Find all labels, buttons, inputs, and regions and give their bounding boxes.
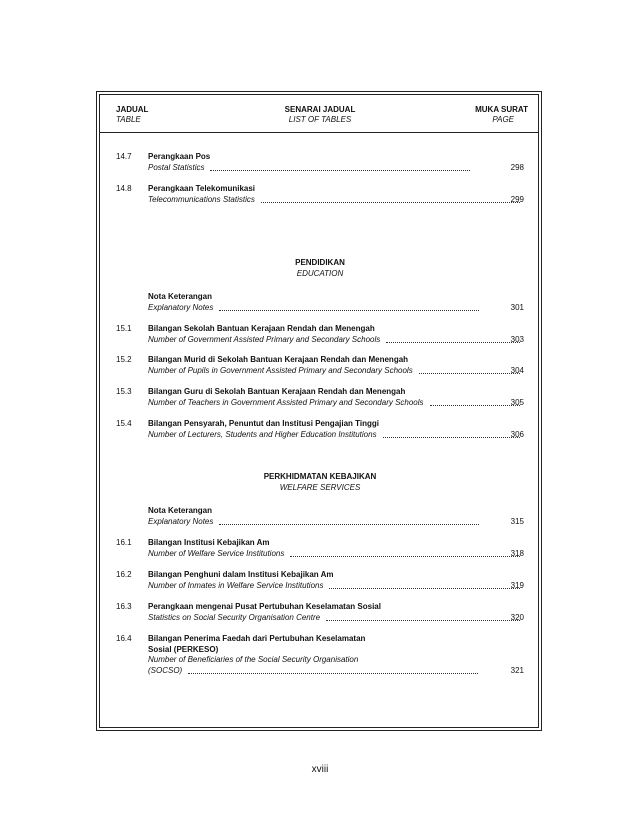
entry-number: 15.3 xyxy=(116,387,132,396)
header-list-en: LIST OF TABLES xyxy=(288,115,352,124)
entry-page: 306 xyxy=(510,429,524,439)
entry-page: 303 xyxy=(510,334,524,344)
header-divider xyxy=(99,132,539,133)
entry-title-en: Number of Teachers in Government Assisted Primary and Secondary Schools xyxy=(148,397,424,407)
entry-title-en-line2: (SOCSO) xyxy=(148,665,183,675)
entry-title-ms: Nota Keterangan xyxy=(148,292,213,301)
leader-dots xyxy=(210,170,470,171)
leader-dots xyxy=(430,405,520,406)
entry-title-en-line1: Number of Beneficiaries of the Social Security Organisation xyxy=(148,655,359,664)
page-number: xviii xyxy=(311,764,329,775)
entry-title-en: Number of Government Assisted Primary and Secondary Schools xyxy=(148,334,381,344)
header-list-ms: SENARAI JADUAL xyxy=(284,105,356,114)
entry-title-en: Postal Statistics xyxy=(148,162,205,172)
entry-title-en: Number of Inmates in Welfare Service Institutions xyxy=(148,580,324,590)
section-title-en: EDUCATION xyxy=(296,269,344,278)
entry-title-ms: Bilangan Pensyarah, Penuntut dan Institusi Pengajian Tinggi xyxy=(148,419,379,428)
leader-dots xyxy=(386,342,520,343)
entry-page: 301 xyxy=(510,302,524,312)
section-title-ms: PERKHIDMATAN KEBAJIKAN xyxy=(263,472,377,481)
toc-entry-15-4[interactable] xyxy=(116,419,524,440)
leader-dots xyxy=(383,437,520,438)
section-heading-welfare xyxy=(220,471,420,493)
leader-dots xyxy=(188,673,478,674)
header-table-column xyxy=(116,105,148,125)
entry-title-ms: Perangkaan mengenai Pusat Pertubuhan Keselamatan Sosial xyxy=(148,602,381,611)
toc-entry-education-notes[interactable] xyxy=(116,292,524,313)
entry-title-en: Number of Pupils in Government Assisted Primary and Secondary Schools xyxy=(148,365,413,375)
leader-dots xyxy=(419,373,520,374)
entry-page: 305 xyxy=(510,397,524,407)
toc-entry-16-1[interactable] xyxy=(116,538,524,559)
entry-title-ms: Perangkaan Telekomunikasi xyxy=(148,184,256,193)
header-table-en: TABLE xyxy=(116,115,141,124)
leader-dots xyxy=(326,620,520,621)
toc-entry-14-7[interactable] xyxy=(116,152,524,173)
section-title-ms: PENDIDIKAN xyxy=(295,258,345,267)
entry-title-ms: Nota Keterangan xyxy=(148,506,213,515)
entry-page: 299 xyxy=(510,194,524,204)
leader-dots xyxy=(290,556,520,557)
toc-entry-welfare-notes[interactable] xyxy=(116,506,524,527)
entry-title-en: Statistics on Social Security Organisation Centre xyxy=(148,612,321,622)
entry-title-ms: Bilangan Guru di Sekolah Bantuan Kerajaan Rendah dan Menengah xyxy=(148,387,406,396)
entry-title-ms: Bilangan Murid di Sekolah Bantuan Kerajaan Rendah dan Menengah xyxy=(148,355,409,364)
entry-number: 15.2 xyxy=(116,355,132,364)
leader-dots xyxy=(261,202,520,203)
entry-title-ms: Bilangan Sekolah Bantuan Kerajaan Rendah dan Menengah xyxy=(148,324,375,333)
toc-entry-14-8[interactable] xyxy=(116,184,524,205)
entry-title-en: Explanatory Notes xyxy=(148,302,214,312)
entry-title-ms: Bilangan Penghuni dalam Institusi Kebajikan Am xyxy=(148,570,334,579)
entry-page: 321 xyxy=(510,665,524,675)
entry-title-en: Telecommunications Statistics xyxy=(148,194,255,204)
entry-page: 319 xyxy=(510,580,524,590)
leader-dots xyxy=(329,588,520,589)
toc-entry-16-4[interactable] xyxy=(116,634,524,676)
entry-title-ms: Bilangan Institusi Kebajikan Am xyxy=(148,538,270,547)
toc-entry-15-1[interactable] xyxy=(116,324,524,345)
entry-page: 304 xyxy=(510,365,524,375)
entry-page: 315 xyxy=(510,516,524,526)
entry-number: 14.7 xyxy=(116,152,132,161)
entry-page: 320 xyxy=(510,612,524,622)
toc-entry-16-2[interactable] xyxy=(116,570,524,591)
toc-entry-15-2[interactable] xyxy=(116,355,524,376)
entry-title-ms-line1: Bilangan Penerima Faedah dari Pertubuhan Keselamatan xyxy=(148,634,366,643)
header-table-ms: JADUAL xyxy=(116,105,149,114)
leader-dots xyxy=(219,310,479,311)
entry-number: 16.3 xyxy=(116,602,132,611)
entry-number: 15.4 xyxy=(116,419,132,428)
section-title-en: WELFARE SERVICES xyxy=(279,483,361,492)
entry-number: 15.1 xyxy=(116,324,132,333)
entry-page: 298 xyxy=(510,162,524,172)
entry-title-en: Number of Welfare Service Institutions xyxy=(148,548,285,558)
entry-title-ms: Perangkaan Pos xyxy=(148,152,211,161)
entry-number: 16.4 xyxy=(116,634,132,643)
entry-number: 14.8 xyxy=(116,184,132,193)
entry-title-en: Number of Lecturers, Students and Higher Education Institutions xyxy=(148,429,377,439)
header-page-column xyxy=(460,105,528,125)
entry-title-ms-line2: Sosial (PERKESO) xyxy=(148,644,219,654)
entry-page: 318 xyxy=(510,548,524,558)
entry-number: 16.1 xyxy=(116,538,132,547)
toc-entry-15-3[interactable] xyxy=(116,387,524,408)
leader-dots xyxy=(219,524,479,525)
header-list-column xyxy=(260,105,380,125)
entry-number: 16.2 xyxy=(116,570,132,579)
entry-title-en: Explanatory Notes xyxy=(148,516,214,526)
header-page-ms: MUKA SURAT xyxy=(475,105,528,114)
header-page-en: PAGE xyxy=(492,115,514,124)
section-heading-education xyxy=(220,257,420,279)
toc-entry-16-3[interactable] xyxy=(116,602,524,623)
